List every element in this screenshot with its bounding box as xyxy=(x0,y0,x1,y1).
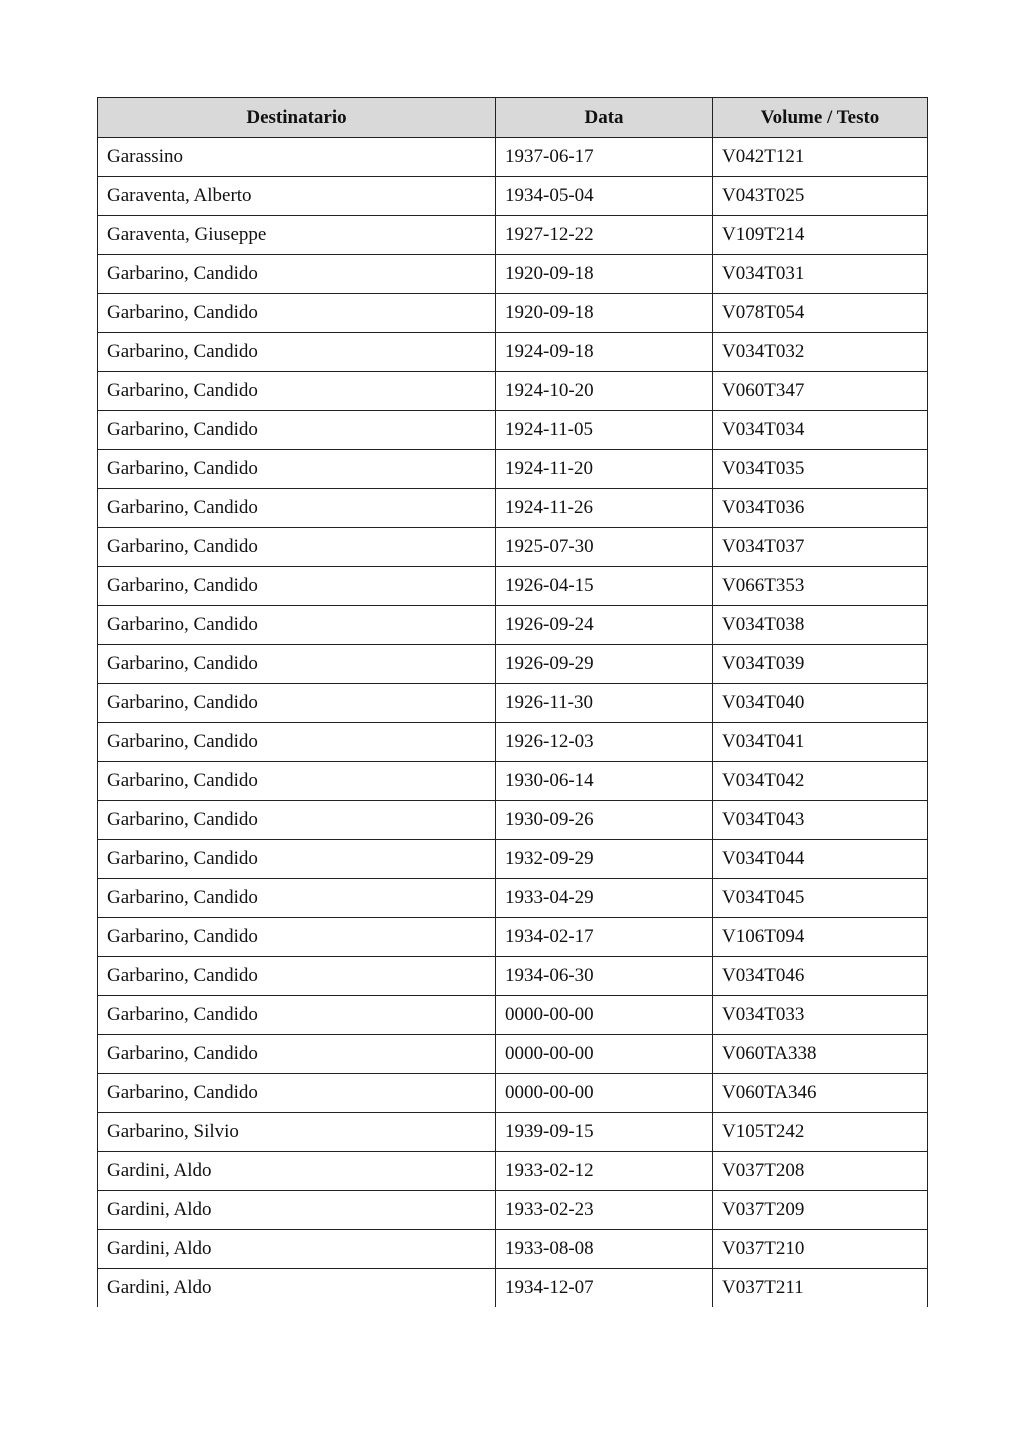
cell-destinatario: Garassino xyxy=(98,138,496,177)
cell-volume-testo: V034T033 xyxy=(713,996,928,1035)
table-row xyxy=(98,216,928,255)
table-body xyxy=(98,138,928,1308)
table-row xyxy=(98,1074,928,1113)
cell-destinatario: Garbarino, Candido xyxy=(98,489,496,528)
cell-destinatario: Gardini, Aldo xyxy=(98,1152,496,1191)
table-row xyxy=(98,177,928,216)
cell-destinatario: Garbarino, Candido xyxy=(98,411,496,450)
cell-destinatario: Gardini, Aldo xyxy=(98,1230,496,1269)
cell-data: 1933-02-12 xyxy=(496,1152,713,1191)
cell-volume-testo: V034T040 xyxy=(713,684,928,723)
table-row xyxy=(98,1152,928,1191)
cell-destinatario: Gardini, Aldo xyxy=(98,1191,496,1230)
table-row xyxy=(98,840,928,879)
cell-data: 1926-04-15 xyxy=(496,567,713,606)
cell-destinatario: Garbarino, Candido xyxy=(98,879,496,918)
table-row xyxy=(98,957,928,996)
cell-volume-testo: V037T211 xyxy=(713,1269,928,1308)
cell-destinatario: Garbarino, Candido xyxy=(98,957,496,996)
cell-volume-testo: V037T209 xyxy=(713,1191,928,1230)
table-row xyxy=(98,450,928,489)
cell-data: 1934-05-04 xyxy=(496,177,713,216)
header-volume-testo: Volume / Testo xyxy=(713,98,928,138)
table-row xyxy=(98,606,928,645)
cell-volume-testo: V066T353 xyxy=(713,567,928,606)
table-row xyxy=(98,801,928,840)
cell-data: 1934-06-30 xyxy=(496,957,713,996)
table-row xyxy=(98,918,928,957)
cell-data: 1933-08-08 xyxy=(496,1230,713,1269)
cell-data: 1926-09-29 xyxy=(496,645,713,684)
table-header-row xyxy=(98,98,928,138)
table-row xyxy=(98,1191,928,1230)
cell-data: 0000-00-00 xyxy=(496,1074,713,1113)
cell-data: 0000-00-00 xyxy=(496,996,713,1035)
cell-volume-testo: V060T347 xyxy=(713,372,928,411)
cell-destinatario: Garbarino, Candido xyxy=(98,996,496,1035)
cell-data: 1927-12-22 xyxy=(496,216,713,255)
cell-destinatario: Garbarino, Silvio xyxy=(98,1113,496,1152)
table-row xyxy=(98,138,928,177)
cell-volume-testo: V037T208 xyxy=(713,1152,928,1191)
table-row xyxy=(98,723,928,762)
cell-volume-testo: V034T031 xyxy=(713,255,928,294)
cell-volume-testo: V034T045 xyxy=(713,879,928,918)
cell-destinatario: Garbarino, Candido xyxy=(98,723,496,762)
cell-volume-testo: V042T121 xyxy=(713,138,928,177)
cell-destinatario: Garbarino, Candido xyxy=(98,684,496,723)
cell-data: 1920-09-18 xyxy=(496,294,713,333)
cell-destinatario: Garbarino, Candido xyxy=(98,1035,496,1074)
cell-destinatario: Garbarino, Candido xyxy=(98,372,496,411)
cell-data: 1939-09-15 xyxy=(496,1113,713,1152)
cell-data: 1926-11-30 xyxy=(496,684,713,723)
cell-volume-testo: V060TA338 xyxy=(713,1035,928,1074)
table-row xyxy=(98,567,928,606)
cell-volume-testo: V034T043 xyxy=(713,801,928,840)
cell-volume-testo: V034T034 xyxy=(713,411,928,450)
cell-destinatario: Garbarino, Candido xyxy=(98,450,496,489)
cell-destinatario: Garaventa, Giuseppe xyxy=(98,216,496,255)
cell-volume-testo: V034T038 xyxy=(713,606,928,645)
cell-volume-testo: V037T210 xyxy=(713,1230,928,1269)
cell-data: 1926-09-24 xyxy=(496,606,713,645)
cell-data: 1924-11-26 xyxy=(496,489,713,528)
cell-data: 1932-09-29 xyxy=(496,840,713,879)
cell-data: 1930-09-26 xyxy=(496,801,713,840)
cell-data: 1925-07-30 xyxy=(496,528,713,567)
cell-data: 1937-06-17 xyxy=(496,138,713,177)
cell-destinatario: Garbarino, Candido xyxy=(98,1074,496,1113)
cell-destinatario: Gardini, Aldo xyxy=(98,1269,496,1308)
cell-volume-testo: V105T242 xyxy=(713,1113,928,1152)
cell-data: 1933-02-23 xyxy=(496,1191,713,1230)
table-row xyxy=(98,645,928,684)
table-row xyxy=(98,333,928,372)
cell-destinatario: Garbarino, Candido xyxy=(98,294,496,333)
cell-data: 0000-00-00 xyxy=(496,1035,713,1074)
cell-volume-testo: V034T044 xyxy=(713,840,928,879)
table-row xyxy=(98,1230,928,1269)
cell-destinatario: Garbarino, Candido xyxy=(98,528,496,567)
header-destinatario: Destinatario xyxy=(98,98,496,138)
cell-destinatario: Garbarino, Candido xyxy=(98,801,496,840)
cell-destinatario: Garbarino, Candido xyxy=(98,762,496,801)
cell-data: 1924-09-18 xyxy=(496,333,713,372)
cell-destinatario: Garbarino, Candido xyxy=(98,840,496,879)
table-row xyxy=(98,879,928,918)
cell-volume-testo: V078T054 xyxy=(713,294,928,333)
table-row xyxy=(98,1035,928,1074)
cell-volume-testo: V060TA346 xyxy=(713,1074,928,1113)
cell-data: 1920-09-18 xyxy=(496,255,713,294)
table-row xyxy=(98,684,928,723)
cell-volume-testo: V034T042 xyxy=(713,762,928,801)
cell-volume-testo: V034T037 xyxy=(713,528,928,567)
cell-destinatario: Garbarino, Candido xyxy=(98,918,496,957)
document-page xyxy=(97,97,927,1307)
cell-destinatario: Garaventa, Alberto xyxy=(98,177,496,216)
cell-volume-testo: V034T039 xyxy=(713,645,928,684)
cell-volume-testo: V034T036 xyxy=(713,489,928,528)
cell-volume-testo: V106T094 xyxy=(713,918,928,957)
cell-destinatario: Garbarino, Candido xyxy=(98,255,496,294)
table-row xyxy=(98,528,928,567)
cell-volume-testo: V043T025 xyxy=(713,177,928,216)
cell-data: 1930-06-14 xyxy=(496,762,713,801)
cell-data: 1934-02-17 xyxy=(496,918,713,957)
table-row xyxy=(98,255,928,294)
cell-data: 1924-10-20 xyxy=(496,372,713,411)
table-row xyxy=(98,996,928,1035)
cell-data: 1933-04-29 xyxy=(496,879,713,918)
cell-destinatario: Garbarino, Candido xyxy=(98,645,496,684)
table-row xyxy=(98,411,928,450)
cell-data: 1924-11-20 xyxy=(496,450,713,489)
cell-destinatario: Garbarino, Candido xyxy=(98,606,496,645)
cell-volume-testo: V034T032 xyxy=(713,333,928,372)
table-row xyxy=(98,1269,928,1308)
cell-volume-testo: V034T046 xyxy=(713,957,928,996)
header-data: Data xyxy=(496,98,713,138)
cell-volume-testo: V034T035 xyxy=(713,450,928,489)
table-row xyxy=(98,372,928,411)
table-row xyxy=(98,294,928,333)
cell-volume-testo: V109T214 xyxy=(713,216,928,255)
cell-destinatario: Garbarino, Candido xyxy=(98,567,496,606)
cell-destinatario: Garbarino, Candido xyxy=(98,333,496,372)
table-row xyxy=(98,762,928,801)
table-row xyxy=(98,489,928,528)
cell-data: 1926-12-03 xyxy=(496,723,713,762)
cell-data: 1934-12-07 xyxy=(496,1269,713,1308)
cell-volume-testo: V034T041 xyxy=(713,723,928,762)
cell-data: 1924-11-05 xyxy=(496,411,713,450)
table-row xyxy=(98,1113,928,1152)
letters-table xyxy=(97,97,928,1307)
